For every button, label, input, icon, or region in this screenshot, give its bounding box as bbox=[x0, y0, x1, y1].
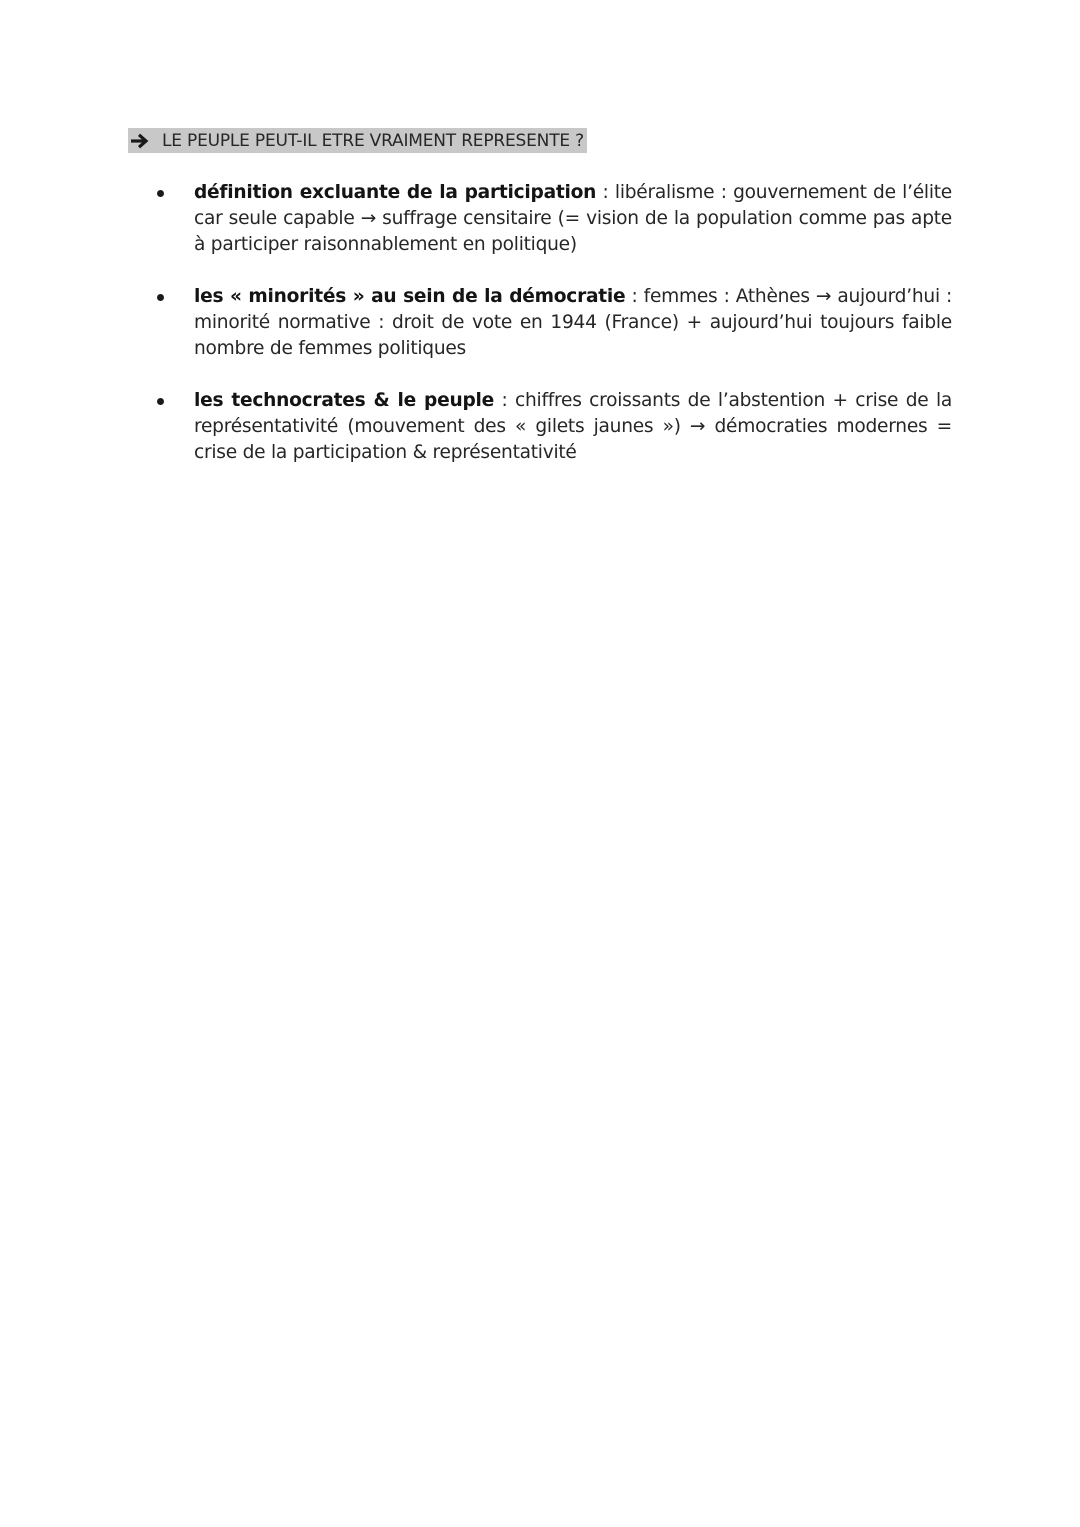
arrow-right-icon bbox=[130, 133, 150, 149]
bullet-icon bbox=[157, 294, 164, 301]
list-item bbox=[150, 388, 952, 466]
list-item-term: les technocrates & le peuple bbox=[194, 390, 495, 411]
bullet-icon bbox=[157, 190, 164, 197]
section-heading-text: LE PEUPLE PEUT-IL ETRE VRAIMENT REPRESENTE ? bbox=[162, 130, 584, 151]
list-item bbox=[150, 180, 952, 258]
list-item-text: : femmes : Athènes → aujourd’hui : minorité normative : droit de vote en 1944 (France) + aujourd’hui toujours faible nombre de femmes politiques bbox=[194, 286, 952, 359]
bullet-icon bbox=[157, 398, 164, 405]
list-item-term: définition excluante de la participation bbox=[194, 182, 597, 203]
list-item bbox=[150, 284, 952, 362]
list-item-term: les « minorités » au sein de la démocratie bbox=[194, 286, 626, 307]
list-item-text: : chiffres croissants de l’abstention + crise de la représentativité (mouvement des « gilets jaunes ») → démocraties modernes = crise de la participation & représentativité bbox=[194, 390, 953, 463]
section-heading bbox=[128, 128, 587, 153]
list-item-text: : libéralisme : gouvernement de l’élite car seule capable → suffrage censitaire (= vision de la population comme pas apte à participer raisonnablement en politique) bbox=[194, 182, 952, 255]
bullet-list bbox=[150, 180, 952, 492]
